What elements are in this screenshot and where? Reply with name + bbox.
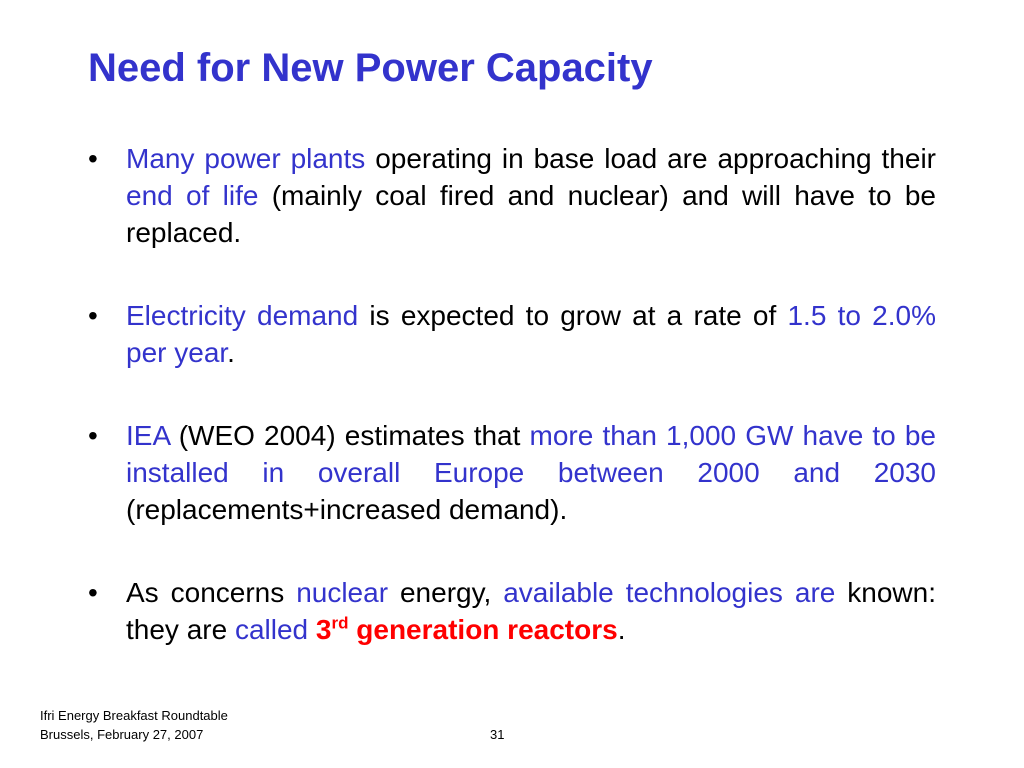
bullet-text (126, 143, 936, 248)
bullet-text-segment: As concerns (126, 577, 297, 608)
bullet-text-segment: (mainly coal fired and nuclear) and will have to be replaced. (126, 180, 936, 248)
bullet-text (126, 420, 936, 525)
bullet-text-segment: is expected to grow at a rate of (358, 300, 788, 331)
bullet-text-segment: 3 (315, 614, 332, 645)
bullet-text-segment: IEA (126, 420, 170, 451)
bullet-text-segment: available technologies are (503, 577, 836, 608)
bullet-text-segment: (WEO 2004) estimates that (169, 420, 530, 451)
bullet-text-segment: end of life (126, 180, 259, 211)
bullet-item (80, 574, 936, 648)
bullet-point-icon: • (88, 420, 98, 451)
bullet-text-segment: nuclear (296, 577, 389, 608)
bullet-text-segment: . (617, 614, 626, 645)
bullet-point-icon: • (88, 300, 98, 331)
bullet-point-icon: • (88, 143, 98, 174)
bullet-text (126, 577, 936, 645)
bullet-text-segment: energy, (388, 577, 504, 608)
bullet-point-icon: • (88, 577, 98, 608)
bullet-text-segment: known: they are (126, 577, 937, 645)
bullet-text-segment (308, 614, 316, 645)
bullet-text (126, 300, 936, 368)
bullet-text-segment: 1.5 to 2.0% per year (126, 300, 936, 368)
bullet-text-segment: operating in base load are approaching their (365, 143, 936, 174)
bullet-text-segment: rd (331, 613, 349, 633)
bullet-item (80, 417, 936, 528)
bullet-text-segment: Many power plants (126, 143, 366, 174)
bullet-list (80, 140, 936, 648)
slide-title: Need for New Power Capacity (88, 46, 653, 90)
bullet-text-segment: called (234, 614, 309, 645)
bullet-text-segment: generation reactors (348, 614, 618, 645)
bullet-item (80, 140, 936, 251)
bullet-text-segment: (replacements+increased demand). (126, 494, 568, 525)
bullet-text-segment: . (227, 337, 235, 368)
bullet-text-segment: Electricity demand (126, 300, 359, 331)
bullet-item (80, 297, 936, 371)
footer-event-name: Ifri Energy Breakfast Roundtable (40, 708, 228, 723)
page-number: 31 (490, 727, 505, 742)
footer-location-date: Brussels, February 27, 2007 (40, 727, 204, 742)
footer (40, 706, 228, 744)
bullet-text-segment: more than 1,000 GW have to be installed in overall Europe between 2000 and 2030 (126, 420, 937, 488)
